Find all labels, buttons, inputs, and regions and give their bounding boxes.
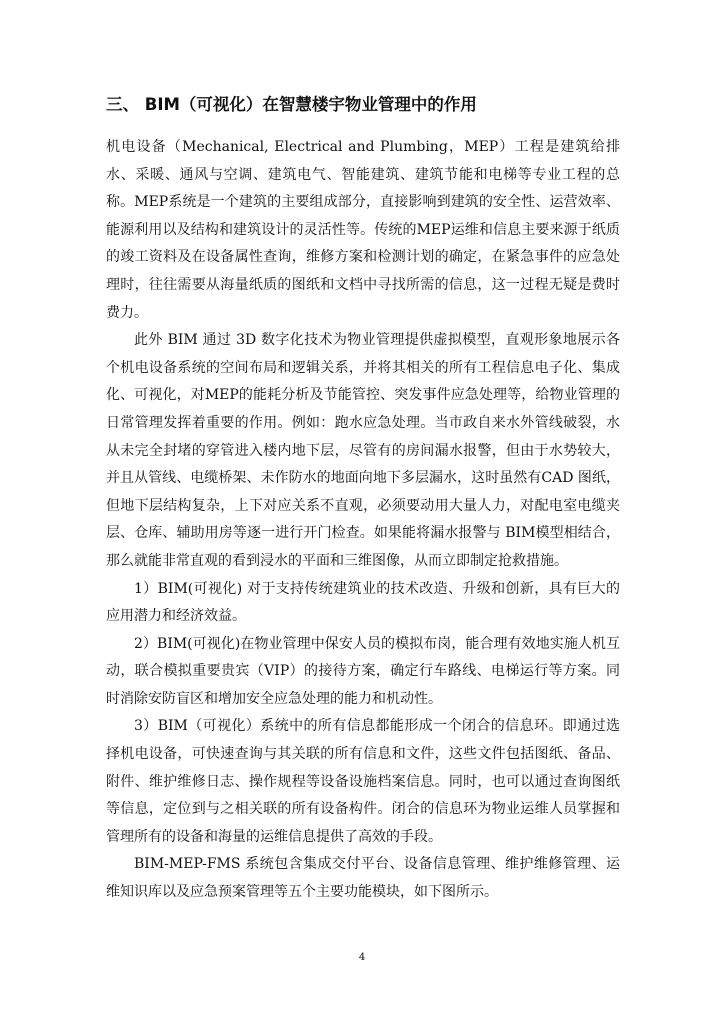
paragraph-point-3: 3）BIM（可视化）系统中的所有信息都能形成一个闭合的信息环。即通过选择机电设备，可快速查询与其关联的所有信息和文件，这些文件包括图纸、备品、附件、维护维修日志、操作规程等设备设施档案信息。同时，也可以通过查询图纸等信息，定位到与之相关联的所有设备构件。闭合的信息环为物业运维人员掌握和管理所有的设备和海量的运维信息提供了高效的手段。 bbox=[106, 718, 620, 845]
section-heading: 三、 BIM（可视化）在智慧楼宇物业管理中的作用 bbox=[106, 95, 477, 114]
paragraph-mep-intro: 机电设备（Mechanical, Electrical and Plumbing，MEP）工程是建筑给排水、采暖、通风与空调、建筑电气、智能建筑、建筑节能和电梯等专业工程的总称。MEP系统是一个建筑的主要组成部分，直接影响到建筑的安全性、运营效率、能源利用以及结构和建筑设计的灵活性等。传统的MEP运维和信息主要来源于纸质的竣工资料及在设备属性查询，维修方案和检测计划的确定，在紧急事件的应急处理时，往往需要从海量纸质的图纸和文档中寻找所需的信息，这一过程无疑是费时费力。 bbox=[106, 139, 620, 321]
body-text bbox=[106, 134, 620, 907]
paragraph-point-2: 2）BIM(可视化)在物业管理中保安人员的模拟布岗，能合理有效地实施人机互动，联合模拟重要贵宾（VIP）的接待方案，确定行车路线、电梯运行等方案。同时消除安防盲区和增加安全应急处理的能力和机动性。 bbox=[106, 635, 620, 707]
paragraph-fms-modules: BIM-MEP-FMS 系统包含集成交付平台、设备信息管理、维护维修管理、运维知识库以及应急预案管理等五个主要功能模块，如下图所示。 bbox=[106, 856, 620, 901]
paragraph-point-1: 1）BIM(可视化) 对于支持传统建筑业的技术改造、升级和创新，具有巨大的应用潜力和经济效益。 bbox=[106, 580, 620, 625]
paragraph-bim-virtual-model: 此外 BIM 通过 3D 数字化技术为物业管理提供虚拟模型，直观形象地展示各个机电设备系统的空间布局和逻辑关系，并将其相关的所有工程信息电子化、集成化、可视化，对MEP的能耗分析及节能管控、突发事件应急处理等，给物业管理的日常管理发挥着重要的作用。例如：跑水应急处理。当市政自来水外管线破裂，水从未完全封堵的穿管进入楼内地下层，尽管有的房间漏水报警，但由于水势较大，并且从管线、电缆桥架、未作防水的地面向地下多层漏水，这时虽然有CAD 图纸，但地下层结构复杂，上下对应关系不直观，必须要动用大量人力，对配电室电缆夹层、仓库、辅助用房等逐一进行开门检查。如果能将漏水报警与 BIM模型相结合，那么就能非常直观的看到浸水的平面和三维图像，从而立即制定抢救措施。 bbox=[106, 332, 620, 569]
page-number: 4 bbox=[358, 952, 366, 963]
